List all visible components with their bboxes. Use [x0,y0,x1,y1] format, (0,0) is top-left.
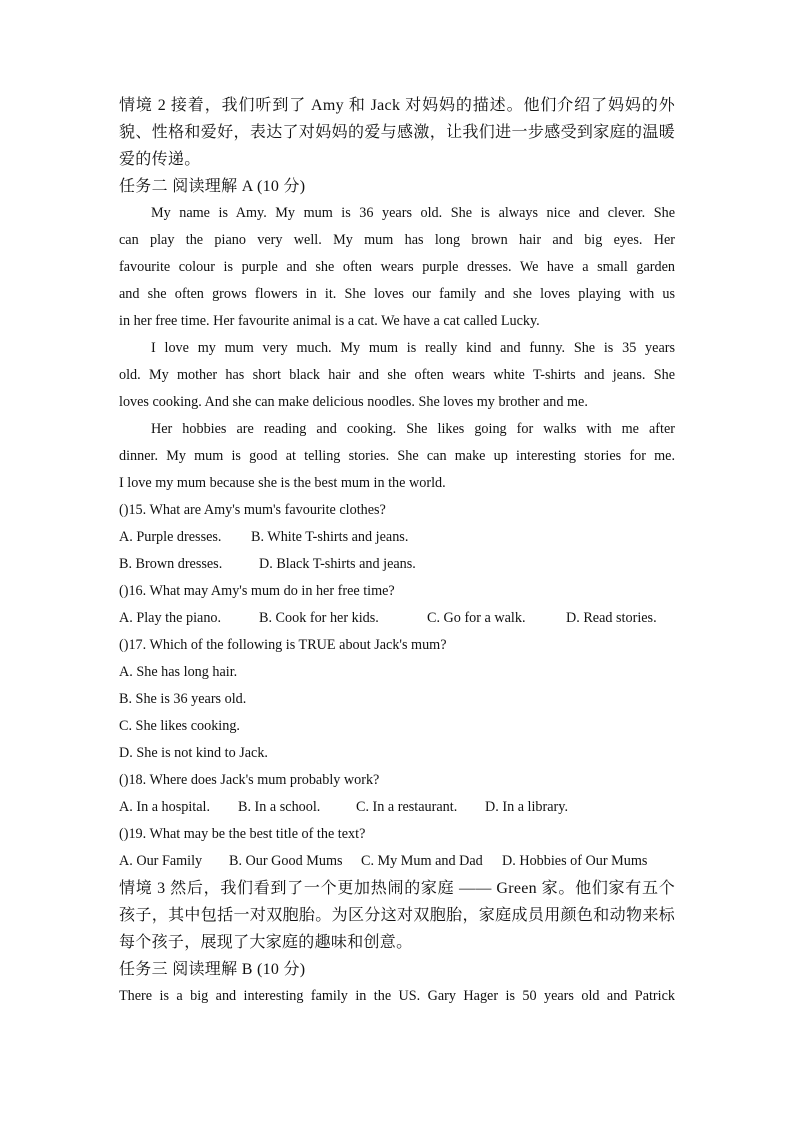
paragraph-1-line-2: can play the piano very well. My mum has long brown hair and big eyes. Her [119,232,675,248]
paragraph-1-line-5: in her free time. Her favourite animal is a cat. We have a cat called Lucky. [119,313,540,329]
option-d[interactable]: D. Black T-shirts and jeans. [259,556,416,572]
paragraph-2-line-1: I love my mum very much. My mum is really kind and funny. She is 35 years [151,340,675,356]
option-c[interactable]: B. Brown dresses. [119,556,223,572]
option-b[interactable]: B. Cook for her kids. [259,610,379,626]
paragraph-3-line-2: dinner. My mum is good at telling stories. She can make up interesting stories for me. [119,448,675,464]
option-a[interactable]: A. In a hospital. [119,799,211,815]
paragraph-1-line-4: and she often grows flowers in it. She loves our family and she loves playing with us [119,286,675,302]
reading-a-paragraph-1 [119,200,675,335]
option-a[interactable]: A. Play the piano. [119,610,222,626]
option-d[interactable]: D. Read stories. [566,610,657,626]
question-19-options [119,848,675,875]
question-18 [119,767,675,821]
question-18-text: ()18. Where does Jack's mum probably work? [119,772,380,788]
paragraph-1-line-1: My name is Amy. My mum is 36 years old. She is always nice and clever. She [151,205,675,221]
option-b[interactable]: B. She is 36 years old. [119,691,247,707]
option-c[interactable]: C. In a restaurant. [356,799,458,815]
option-a[interactable]: A. Our Family [119,853,203,869]
task-3-heading: 任务三 阅读理解 B (10 分) [119,961,306,978]
option-d[interactable]: D. Hobbies of Our Mums [502,853,648,869]
option-d[interactable]: D. In a library. [485,799,568,815]
task-2-heading: 任务二 阅读理解 A (10 分) [119,178,306,195]
reading-b-paragraph-1 [119,983,675,1010]
situation-3-line-2: 孩子，其中包括一对双胞胎。为区分这对双胞胎，家庭成员用颜色和动物来标 [119,907,675,924]
question-17-text: ()17. Which of the following is TRUE about Jack's mum? [119,637,447,653]
question-19 [119,821,675,875]
option-d[interactable]: D. She is not kind to Jack. [119,745,268,761]
situation-2-line-3: 爱的传递。 [119,151,201,168]
question-16-options [119,605,675,632]
paragraph-2-line-2: old. My mother has short black hair and she often wears white T-shirts and jeans. She [119,367,675,383]
option-c[interactable]: C. My Mum and Dad [361,853,483,869]
paragraph-3-line-3: I love my mum because she is the best mum in the world. [119,475,446,491]
paragraph-1-line-3: favourite colour is purple and she often wears purple dresses. We have a small garden [119,259,675,275]
reading-a-paragraph-2 [119,335,675,416]
reading-a-paragraph-3 [119,416,675,497]
paragraph-3-line-1: Her hobbies are reading and cooking. She likes going for walks with me after [151,421,675,437]
paragraph-4-line-1: There is a big and interesting family in the US. Gary Hager is 50 years old and Patrick [119,988,675,1004]
question-16-text: ()16. What may Amy's mum do in her free time? [119,583,395,599]
option-b[interactable]: B. Our Good Mums [229,853,343,869]
question-15-text: ()15. What are Amy's mum's favourite clothes? [119,502,386,518]
question-18-options [119,794,675,821]
option-b[interactable]: B. In a school. [238,799,321,815]
question-15-options-row-2 [119,551,675,578]
question-15 [119,497,675,578]
situation-2-line-1: 情境 2 接着，我们听到了 Amy 和 Jack 对妈妈的描述。他们介绍了妈妈的外 [119,97,675,114]
paragraph-2-line-3: loves cooking. And she can make delicious noodles. She loves my brother and me. [119,394,588,410]
situation-2-intro [119,92,675,173]
situation-3-line-1: 情境 3 然后，我们看到了一个更加热闹的家庭 —— Green 家。他们家有五个 [119,880,675,897]
option-c[interactable]: C. She likes cooking. [119,718,240,734]
option-c[interactable]: C. Go for a walk. [427,610,526,626]
option-a[interactable]: A. She has long hair. [119,664,238,680]
option-b[interactable]: B. White T-shirts and jeans. [251,529,409,545]
question-15-options-row-1 [119,524,675,551]
question-17 [119,632,675,767]
situation-2-line-2: 貌、性格和爱好，表达了对妈妈的爱与感激，让我们进一步感受到家庭的温暖 [119,124,675,141]
situation-3-intro [119,875,675,956]
question-19-text: ()19. What may be the best title of the text? [119,826,366,842]
situation-3-line-3: 每个孩子，展现了大家庭的趣味和创意。 [119,934,413,951]
question-16 [119,578,675,632]
worksheet-page [119,92,675,1010]
option-a[interactable]: A. Purple dresses. [119,529,222,545]
